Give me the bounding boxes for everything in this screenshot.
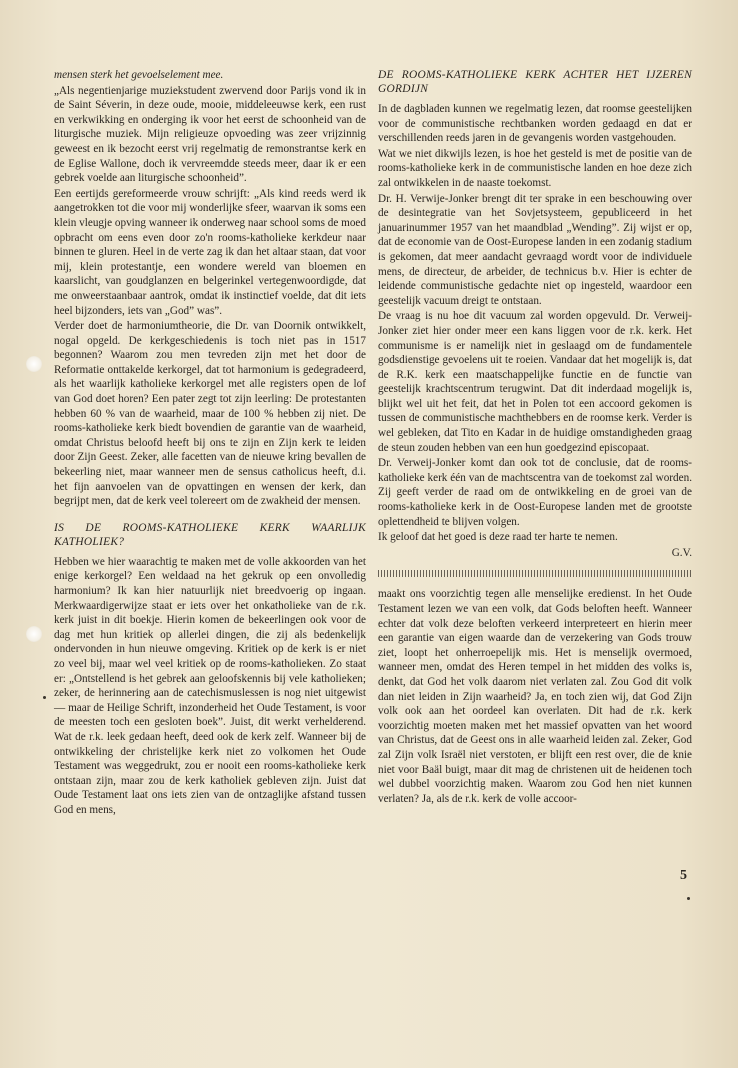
- body-paragraph: Hebben we hier waarachtig te maken met de volle akkoorden van het enige kerkorgel? Een weldaad na het gekruk op een onvolledig harmonium? Ik kan hier natuurlijk niet breedvoerig op ingaan. Merkwaardigerwijze staat er iets over het onkatholieke van de r.k. kerk juist in dit boekje. Hierin komen de bekeerlingen ook voor de dag met hun kritiek op allerlei dingen, die zij als bedenkelijk ondervonden in hun nieuwe omgeving. Kritiek op de kerk is er niet zo veel bij, maar wel veel kritiek op de rooms-katholieken. Zo staat er: „Ontstellend is het gebrek aan geloofskennis bij vele katholieken; zeker, de herinnering aan de catechismuslessen is nog niet uitgewist — maar de Heilige Schrift, inzonderheid het Oude Testament, is voor de meesten toch een gesloten boek”. Juist, dit werkt verhelderend. Wat de r.k. leek gedaan heeft, deed ook de kerk zelf. Wanneer bij de ontwikkeling der christelijke kerk niet zo volkomen het Oude Testament was weggedrukt, zou er nooit een rooms-katholieke kerk ontstaan zijn, maar zou de kerk katholiek gebleven zijn. Juist dat Oude Testament laat ons iets zien van de ontzaglijke afstand tussen God en mens,: [54, 555, 366, 816]
- punch-hole-bottom: [26, 626, 42, 642]
- right-column: [378, 68, 692, 807]
- page-number: 5: [680, 868, 687, 883]
- section-heading: IS DE ROOMS-KATHOLIEKE KERK WAARLIJK KATHOLIEK?: [54, 521, 366, 548]
- body-paragraph: In de dagbladen kunnen we regelmatig lezen, dat roomse geestelijken voor de communistische rechtbanken worden gedaagd en dat er verschillenden reeds jaren in de gevangenis worden vastgehouden.: [378, 103, 692, 145]
- body-paragraph: Verder doet de harmoniumtheorie, die Dr. van Doornik ontwikkelt, nogal opgeld. De kerkgeschiedenis is toch niet pas in 1517 begonnen? Waarom zou men tevreden zijn met het door de Reformatie onttakelde kerkorgel, dat tot harmonium is gedegradeerd, als het waarlijk katholieke kerkorgel met alle registers open de lof van God doet horen? Een pater zegt tot zijn leerling: De protestanten hebben 60 % van de waarheid, maar de 100 % hebben zij niet. De rooms-katholieke kerk biedt bovendien de garantie van de waarheid, omdat Christus beloofd heeft bij ons te zijn en Zijn kerk te leiden door Zijn Geest. Zeker, alle facetten van de nieuwe kring bevallen de bekeerling niet, maar wanneer men de sensus catholicus heeft, d.i. het fijn aanvoelen van de opvattingen en wensen der kerk, dan begrijpt men, dat de kerk veel tolereert om de zwakheid der mensen.: [54, 320, 366, 508]
- author-signature: G.V.: [671, 546, 692, 559]
- section-heading: DE ROOMS-KATHOLIEKE KERK ACHTER HET IJZEREN GORDIJN: [378, 69, 692, 95]
- quote-paragraph: „Als negentienjarige muziekstudent zwervend door Parijs vond ik in de Saint Séverin, in deze oude, mooie, middeleeuwse kerk, een rust en verkwikking en onderging ik voor het eerst de schoonheid van de liturgische muziek. Mijn religieuze opvoeding was zeer vrijzinnig geweest en ik bezocht eerst vrij regelmatig de remonstrantse kerk en de Eglise Wallone, doch ik vervreemdde steeds meer, daar ik er een gebrek voelde aan liturgische schoonheid”.: [54, 84, 366, 185]
- left-column: [54, 68, 366, 819]
- body-paragraph: Ik geloof dat het goed is deze raad ter harte te nemen.: [378, 531, 618, 544]
- decorative-rule: [378, 570, 692, 577]
- punch-hole-top: [26, 356, 42, 372]
- body-paragraph: maakt ons voorzichtig tegen alle menselijke eredienst. In het Oude Testament lezen we van een volk, dat Gods beloften heeft. Wanneer echter dat volk deze beloften verkeerd interpreteert en hierin meer een garantie van eigen waarde dan de verzekering van Gods trouw ziet, loopt het onherroepelijk mis. Het is menselijk overmoed, wanneer men, omdat des Heren tempel in het midden des volks is, denkt, dat God het volk daarom niet verlaten zal. Zou God dit volk dan niet leiden in Zijn waarheid? Ja, en toch zien wij, dat God Zijn volk ook aan het oordeel kan overlaten. Dit had de r.k. kerk voorzichtig moeten maken met het massief opvatten van het woord van Christus, dat de Geest ons in alle waarheid leiden zal. Zeker, God zal Zijn volk Israël niet verstoten, er blijft een rest over, die de knie niet voor Baäl buigt, maar dit mag de christenen uit de heidenen toch wel dubbel voorzichtig maken. Waarom zou God hen niet kunnen verlaten? Ja, als de r.k. kerk de volle accoor-: [378, 588, 692, 805]
- body-paragraph: Dr. H. Verwije-Jonker brengt dit ter sprake in een beschouwing over de desintegratie van het Sovjetsysteem, gepubliceerd in het januarinummer 1957 van het maandblad „Wending”. Zij wijst er op, dat de economie van de Oost-Europese landen in een zodanig stadium is gekomen, dat meer aandacht gevraagd wordt voor de individuele mens, de directeur, de arbeider, de technicus b.v. Hier is echter de leidende communistische gedachte niet op ingesteld, waardoor een geestelijk vacuum dreigt te ontstaan.: [378, 192, 692, 307]
- body-paragraph: De vraag is nu hoe dit vacuum zal worden opgevuld. Dr. Verweij-Jonker ziet hier onder meer een kans liggen voor de r.k. kerk. Het communisme is er namelijk niet in geslaagd om de fundamentele godsdienstige gevoelens uit te roeien. Vandaar dat het mogelijk is, dat de R.K. kerk een maatschappelijke functie en de functie van geestelijk krachtscentrum terugwint. Dat dit inderdaad mogelijk is, blijkt wel uit het feit, dat het in Polen tot een accoord gekomen is tussen de communistische machthebbers en de roomse kerk. Verder is wel gebleken, dat Tito en Kadar in de huidige omstandigheden graag de steun zouden hebben van een hun goedgezind episcopaat.: [378, 310, 692, 454]
- ink-speck: [687, 897, 690, 900]
- intro-line: mensen sterk het gevoelselement mee.: [54, 69, 224, 81]
- ink-speck: [43, 696, 46, 699]
- quote-paragraph: Een eertijds gereformeerde vrouw schrijft: „Als kind reeds werd ik aangetrokken tot die voor mij wonderlijke sfeer, waarvan ik soms een klein vleugje opving wanneer ik onderweg naar school soms de moed opbracht om eens even door zo'n rooms-katholieke kerkdeur naar binnen te gluren. Heel in de verte zag ik dan het altaar staan, dat voor mij, klein protestantje, een wondere wereld van bloemen en kaarslicht, van goudglanzen en belgerinkel vertegenwoordigde, dat me onweerstaanbaar aantrok, omdat ik instinctief voelde, dat dit iets heel bijzonders, iets van „God” was”.: [54, 187, 366, 317]
- body-paragraph: Dr. Verweij-Jonker komt dan ook tot de conclusie, dat de rooms-katholieke kerk één van de machtscentra van de toekomst zal worden. Zij geeft verder de raad om de ontwikkeling en de groei van de rooms-katholieke kerk in de Oost-Europese landen met de grootste oplettendheid te blijven volgen.: [378, 457, 692, 528]
- body-paragraph: Wat we niet dikwijls lezen, is hoe het gesteld is met de positie van de rooms-katholieke kerk in de communistische landen en hoe deze zich zal ontwikkelen in de naaste toekomst.: [378, 147, 692, 189]
